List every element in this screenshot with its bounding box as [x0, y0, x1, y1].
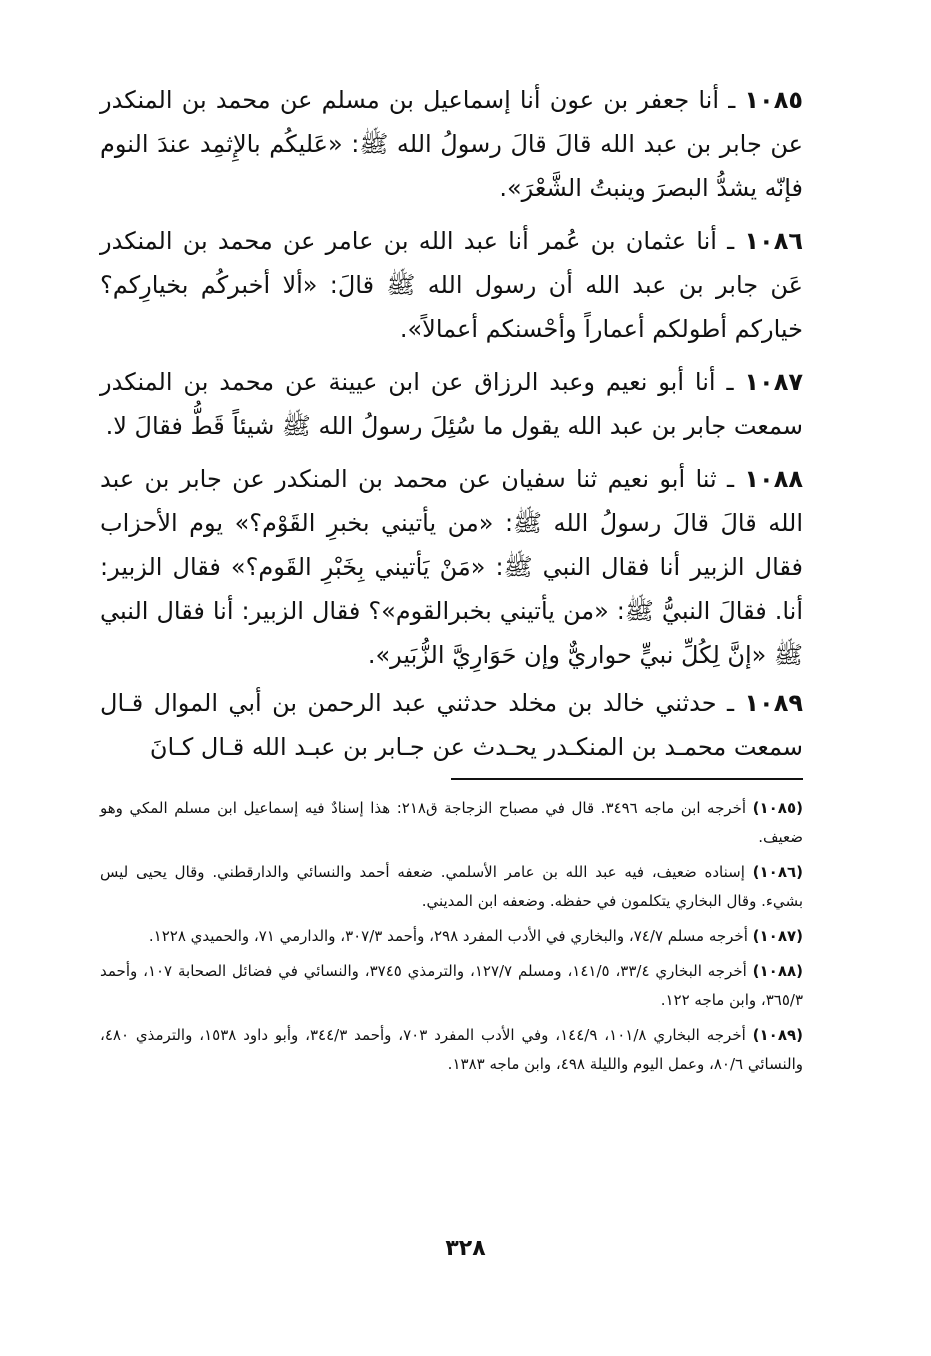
hadith-text: أنا أبو نعيم وعبد الرزاق عن ابن عيينة عن محمد بن المنكدر سمعت جابر بن عبد الله يقول ما سُئِلَ رسولُ الله ﷺ شيئاً قَطُّ فقالَ لا.: [100, 368, 803, 440]
hadith-separator: ـ: [715, 368, 745, 396]
footnote-1088: [100, 957, 803, 1015]
hadith-separator: ـ: [716, 465, 745, 493]
footnote-1087: [100, 922, 803, 951]
hadith-number: ١٠٨٥: [744, 86, 803, 114]
hadith-number: ١٠٨٧: [744, 368, 803, 396]
footnote-text: أخرجه البخاري ٣٣/٤، ١٤١/٥، ومسلم ١٢٧/٧، والترمذي ٣٧٤٥، والنسائي في فضائل الصحابة ١٠٧، وأحمد ٣٦٥/٣، وابن ماجه ١٢٢.: [100, 962, 803, 1009]
hadith-number: ١٠٨٩: [744, 689, 803, 717]
hadith-1089: [100, 681, 803, 769]
footnote-number: (١٠٨٦): [752, 863, 803, 881]
footnotes: [100, 794, 803, 1079]
footnote-number: (١٠٨٥): [752, 799, 803, 817]
hadith-1085: [100, 78, 803, 210]
hadith-text: ثنا أبو نعيم ثنا سفيان عن محمد بن المنكدر عن جابر بن عبد الله قالَ قالَ رسولُ الله ﷺ: «من يأتيني بخبرِ القَوْم؟» يوم الأحزاب فقال الزبير أنا فقال النبي ﷺ: «مَنْ يَأتيني بِخَبْرِ القَوم؟» فقال الزبير: أنا. فقالَ النبيُّ ﷺ: «من يأتيني بخبرالقوم»؟ فقال الزبير: أنا فقال النبي ﷺ «إنَّ لِكُلِّ نبيٍّ حواريٌّ وإن حَوَارِيَّ الزُّبَير».: [100, 465, 803, 669]
footnote-separator: [451, 778, 803, 780]
footnote-1089: [100, 1021, 803, 1079]
footnote-text: إسناده ضعيف، فيه عبد الله بن عامر الأسلمي. ضعفه أحمد والنسائي والدارقطني. وقال يحيى ليس بشيء. وقال البخاري يتكلمون في حفظه. وضعفه ابن المديني.: [100, 863, 803, 910]
hadith-text: أنا جعفر بن عون أنا إسماعيل بن مسلم عن محمد بن المنكدر عن جابر بن عبد الله قالَ قالَ رسولُ الله ﷺ: «عَليكُم بالإِثمِد عندَ النوم فإنّه يشدُّ البصرَ وينبتُ الشَّعْرَ».: [100, 86, 803, 202]
hadith-text: أنا عثمان بن عُمر أنا عبد الله بن عامر عن محمد بن المنكدر عَن جابر بن عبد الله أن رسول الله ﷺ قالَ: «ألا أخبركُم بخيارِكم؟ خياركم أطولكم أعماراً وأحْسنكم أعمالاً».: [100, 227, 803, 343]
main-text: [100, 78, 803, 769]
footnote-text: أخرجه البخاري ١٠١/٨، ١٤٤/٩، وفي الأدب المفرد ٧٠٣، وأحمد ٣٤٤/٣، وأبو داود ١٥٣٨، والترمذي ٤٨٠، والنسائي ٨٠/٦، وعمل اليوم والليلة ٤٩٨، وابن ماجه ١٣٨٣.: [100, 1026, 803, 1073]
footnote-number: (١٠٨٨): [752, 962, 804, 980]
hadith-1086: [100, 219, 803, 351]
hadith-number: ١٠٨٦: [744, 227, 803, 255]
page-number: ٣٢٨: [445, 1236, 486, 1261]
hadith-1088: [100, 457, 803, 677]
footnote-1085: [100, 794, 803, 852]
footnote-number: (١٠٨٧): [752, 927, 803, 945]
hadith-separator: ـ: [719, 86, 745, 114]
footnote-number: (١٠٨٩): [752, 1026, 804, 1044]
footnote-1086: [100, 858, 803, 916]
hadith-text: حدثني خالد بن مخلد حدثني عبد الرحمن بن أبي الموال قـال سمعت محمـد بن المنكـدر يحـدث عن جـابر بن عبـد الله قـال كـانَ: [100, 689, 803, 761]
hadith-separator: ـ: [716, 689, 745, 717]
hadith-1087: [100, 360, 803, 448]
hadith-number: ١٠٨٨: [744, 465, 803, 493]
hadith-separator: ـ: [716, 227, 745, 255]
footnote-text: أخرجه مسلم ٧٤/٧، والبخاري في الأدب المفرد ٢٩٨، وأحمد ٣٠٧/٣، والدارمي ٧١، والحميدي ١٢٢٨.: [148, 927, 748, 945]
footnote-text: أخرجه ابن ماجه ٣٤٩٦. قال في مصباح الزجاجة ق٢١٨: هذا إسنادٌ فيه إسماعيل ابن مسلم المكي وهو ضعيف.: [100, 799, 803, 846]
